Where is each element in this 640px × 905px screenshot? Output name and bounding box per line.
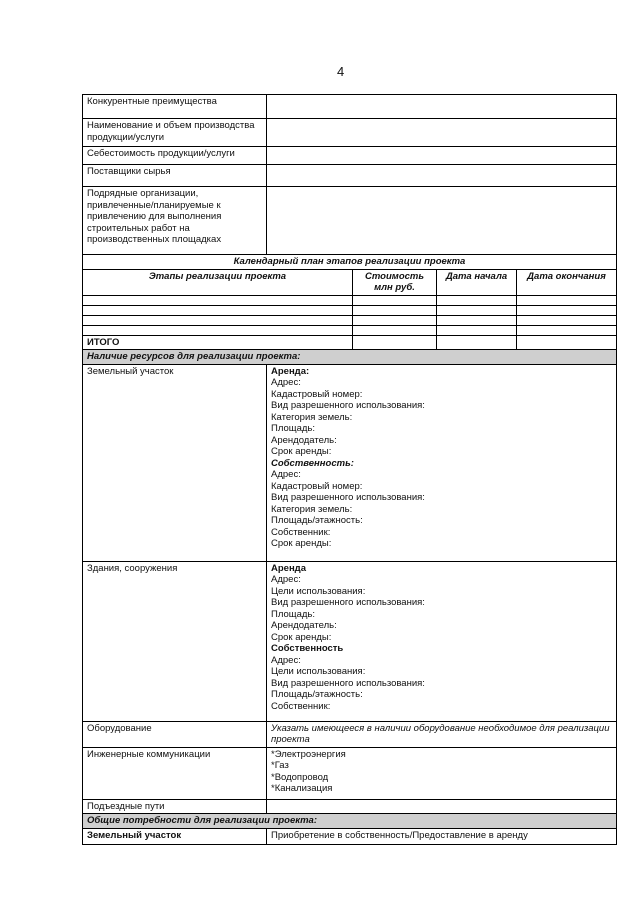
land-own-line: Собственник:: [271, 526, 331, 538]
page-number: 4: [337, 64, 345, 79]
land-own-line: Площадь/этажность:: [271, 515, 363, 526]
land-lease-line: Категория земель:: [271, 411, 353, 423]
land-own-line: Срок аренды:: [271, 538, 332, 549]
form-table: [82, 94, 617, 845]
col-start: Дата начала: [437, 269, 517, 295]
roads-label: Подъездные пути: [83, 799, 267, 814]
info-label: Подрядные организации, привлеченные/планируемые к привлечению для выполнения строительных работ на производственных площадках: [83, 187, 267, 255]
info-value-cell[interactable]: [267, 165, 617, 187]
table-row: [83, 295, 617, 305]
bld-own-line: Цели использования:: [271, 666, 366, 677]
equipment-label: Оборудование: [83, 721, 267, 747]
total-label: ИТОГО: [83, 335, 353, 350]
equipment-value[interactable]: Указать имеющееся в наличии оборудование необходимое для реализации проекта: [267, 721, 617, 747]
land-lease-line: Арендодатель:: [271, 434, 337, 446]
bld-lease-title: Аренда: [271, 562, 306, 574]
engineering-item: *Газ: [271, 760, 289, 771]
engineering-details[interactable]: [267, 747, 617, 799]
col-stages: Этапы реализации проекта: [83, 269, 353, 295]
resource-row-land: [83, 364, 617, 561]
bld-lease-line: Арендодатель:: [271, 620, 337, 631]
resources-title: Наличие ресурсов для реализации проекта:: [83, 350, 617, 365]
resource-row-buildings: [83, 561, 617, 721]
land-own-title: Собственность:: [271, 457, 354, 469]
engineering-label: Инженерные коммуникации: [83, 747, 267, 799]
info-label: Поставщики сырья: [83, 165, 267, 187]
resource-row-roads: [83, 799, 617, 814]
bld-lease-line: Вид разрешенного использования:: [271, 597, 425, 608]
land-lease-line: Вид разрешенного использования:: [271, 400, 425, 411]
buildings-label: Здания, сооружения: [83, 561, 267, 721]
needs-land-value[interactable]: Приобретение в собственность/Предоставление в аренду: [267, 828, 617, 844]
buildings-details[interactable]: [267, 561, 617, 721]
table-row: [83, 325, 617, 335]
needs-land-label: Земельный участок: [83, 828, 267, 844]
info-value-cell[interactable]: [267, 95, 617, 119]
bld-own-line: Собственник:: [271, 700, 331, 712]
info-value-cell[interactable]: [267, 147, 617, 165]
info-value-cell[interactable]: [267, 187, 617, 255]
land-lease-line: Адрес:: [271, 377, 301, 388]
total-row: [83, 335, 617, 350]
bld-own-line: Вид разрешенного использования:: [271, 677, 425, 689]
land-label: Земельный участок: [83, 364, 267, 561]
bld-own-line: Площадь/этажность:: [271, 689, 363, 700]
engineering-item: *Водопровод: [271, 771, 329, 783]
engineering-item: *Канализация: [271, 783, 333, 794]
bld-lease-line: Срок аренды:: [271, 631, 332, 643]
land-own-line: Вид разрешенного использования:: [271, 492, 425, 503]
land-own-line: Категория земель:: [271, 503, 353, 515]
calendar-title: Календарный план этапов реализации проекта: [83, 255, 617, 270]
land-own-line: Кадастровый номер:: [271, 480, 363, 492]
resource-row-equipment: [83, 721, 617, 747]
info-label: Конкурентные преимущества: [83, 95, 267, 119]
info-label: Себестоимость продукции/услуги: [83, 147, 267, 165]
bld-lease-line: Адрес:: [271, 574, 301, 585]
bld-own-line: Адрес:: [271, 654, 301, 666]
form-document: [82, 94, 616, 845]
info-label: Наименование и объем производства продукции/услуги: [83, 119, 267, 147]
bld-lease-line: Площадь:: [271, 608, 315, 620]
bld-own-title: Собственность: [271, 643, 344, 654]
land-lease-line: Площадь:: [271, 423, 315, 434]
bld-lease-line: Цели использования:: [271, 585, 366, 597]
land-details[interactable]: [267, 364, 617, 561]
land-lease-line: Кадастровый номер:: [271, 388, 363, 400]
land-own-line: Адрес:: [271, 469, 301, 480]
table-row: [83, 315, 617, 325]
info-row: [83, 147, 617, 165]
table-row: [83, 305, 617, 315]
info-row: [83, 165, 617, 187]
col-end: Дата окончания: [517, 269, 617, 295]
land-lease-title: Аренда:: [271, 365, 310, 377]
info-value-cell[interactable]: [267, 119, 617, 147]
needs-row-land: [83, 828, 617, 844]
calendar-header-row: [83, 269, 617, 295]
land-lease-line: Срок аренды:: [271, 446, 332, 457]
needs-title: Общие потребности для реализации проекта:: [83, 814, 617, 829]
col-cost: Стоимость млн руб.: [353, 269, 437, 295]
info-row: [83, 187, 617, 255]
info-row: [83, 119, 617, 147]
engineering-item: *Электроэнергия: [271, 748, 346, 760]
resource-row-engineering: [83, 747, 617, 799]
info-row: [83, 95, 617, 119]
